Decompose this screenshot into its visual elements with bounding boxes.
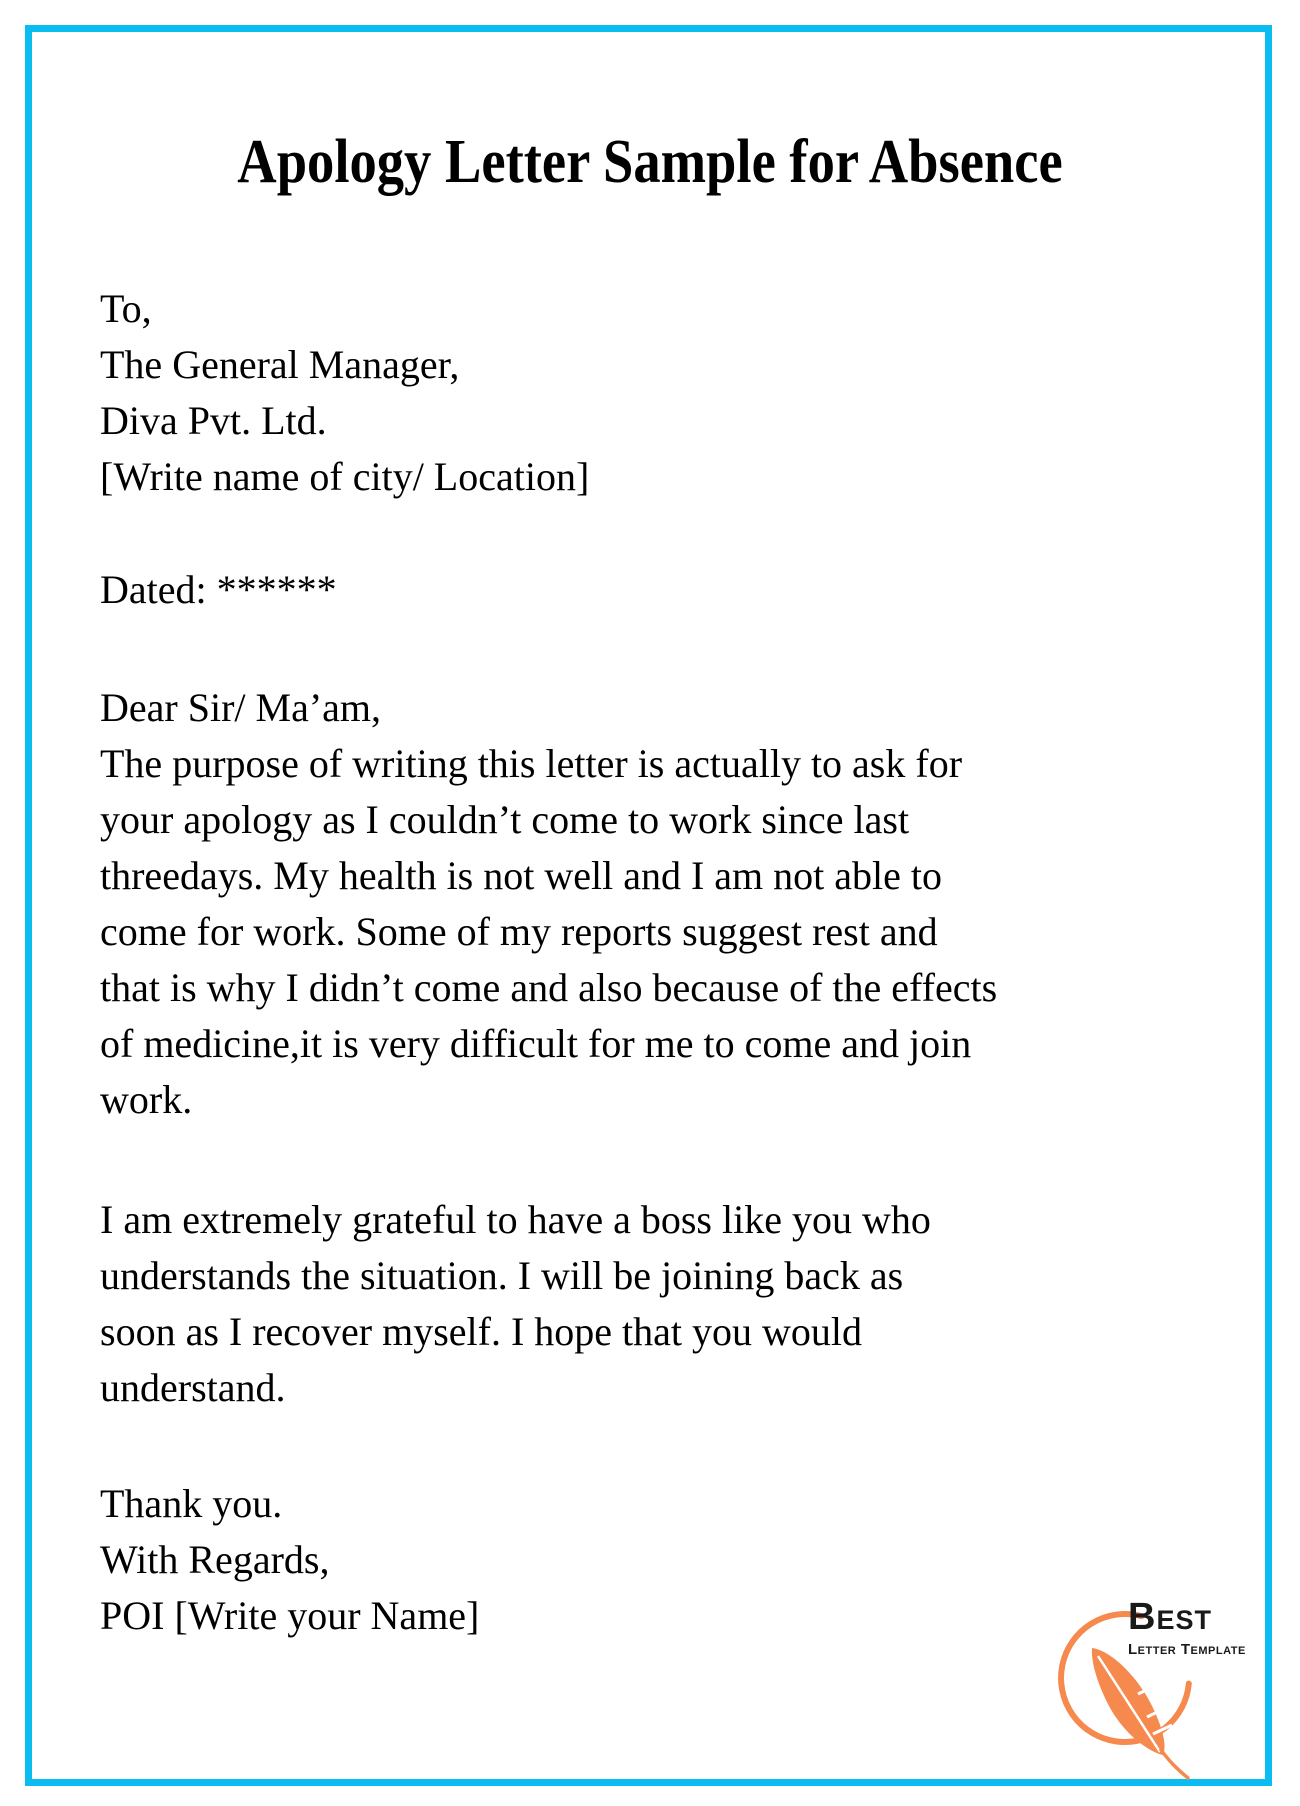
letter-text-line: Thank you. — [100, 1481, 283, 1526]
letter-text-line: threedays. My health is not well and I am not able to — [100, 853, 943, 898]
letter-text-line: work. — [100, 1077, 193, 1122]
letter-text-line: [Write name of city/ Location] — [100, 454, 590, 499]
closing-block — [100, 1476, 997, 1644]
body-paragraph-1 — [100, 736, 997, 1128]
letter-body — [100, 281, 997, 1644]
letter-text-line: I am extremely grateful to have a boss like you who — [100, 1197, 931, 1242]
letter-text-line: soon as I recover myself. I hope that you would — [100, 1309, 863, 1354]
salutation-text: Dear Sir/ Ma’am, — [100, 685, 382, 730]
letter-text-line: understand. — [100, 1365, 286, 1410]
date-text: Dated: ****** — [100, 567, 337, 612]
brand-logo — [1020, 1574, 1270, 1794]
letter-text-line: The General Manager, — [100, 342, 460, 387]
brand-subtitle: Letter Template — [1128, 1641, 1246, 1658]
brand-name: Best — [1128, 1596, 1212, 1638]
letter-text-line: that is why I didn’t come and also because of the effects — [100, 965, 998, 1010]
date-line — [100, 562, 997, 618]
letter-text-line: With Regards, — [100, 1537, 330, 1582]
letter-text-line: POI [Write your Name] — [100, 1593, 480, 1638]
recipient-block — [100, 281, 997, 505]
salutation-line — [100, 680, 997, 736]
page-title: Apology Letter Sample for Absence — [237, 128, 1063, 196]
body-paragraph-2 — [100, 1192, 997, 1416]
letter-text-line: Diva Pvt. Ltd. — [100, 398, 327, 443]
letter-text-line: your apology as I couldn’t come to work since last — [100, 797, 910, 842]
letter-text-line: of medicine,it is very difficult for me to come and join — [100, 1021, 972, 1066]
letter-text-line: To, — [100, 286, 152, 331]
feather-quill-icon — [1092, 1648, 1188, 1778]
letter-text-line: The purpose of writing this letter is actually to ask for — [100, 741, 963, 786]
letter-text-line: come for work. Some of my reports suggest rest and — [100, 909, 938, 954]
letter-text-line: understands the situation. I will be joining back as — [100, 1253, 904, 1298]
